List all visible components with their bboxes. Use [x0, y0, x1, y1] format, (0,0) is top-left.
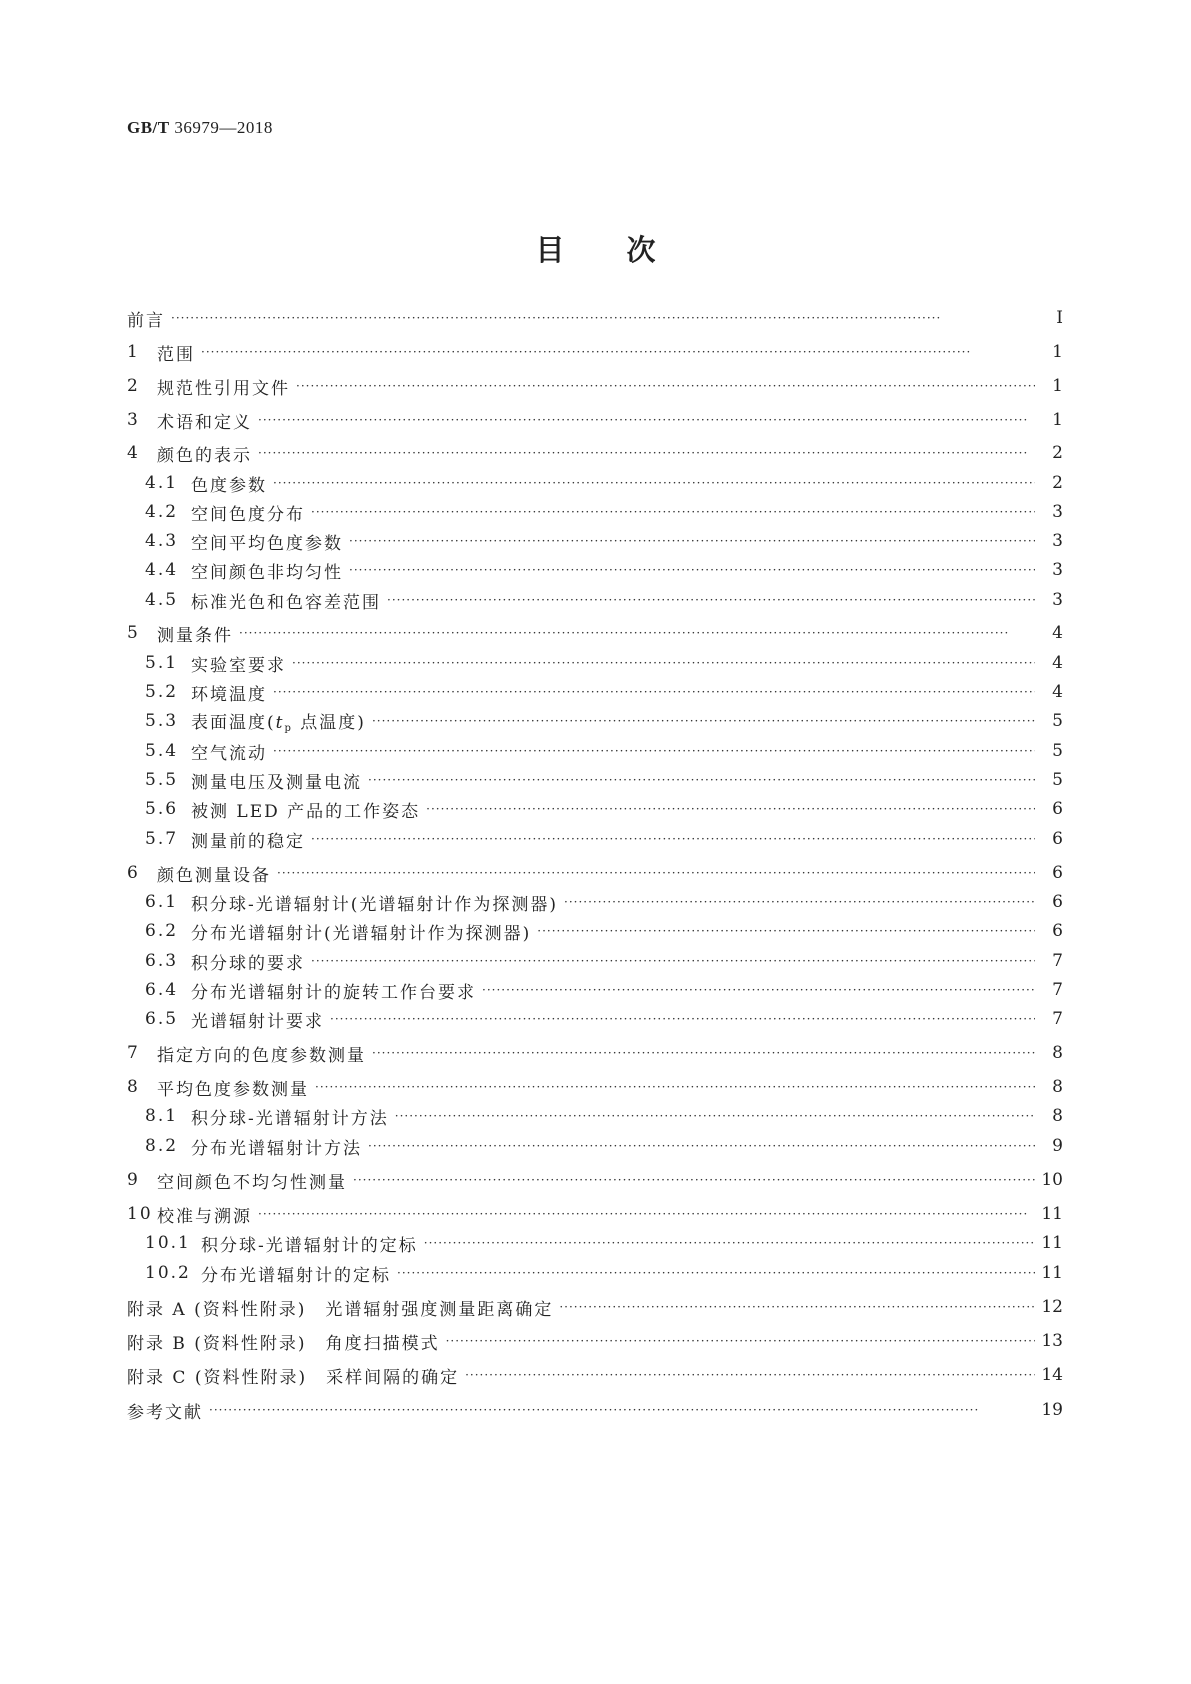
dot-leader: [277, 860, 1035, 886]
toc-entry[interactable]: [127, 339, 1063, 365]
toc-entry[interactable]: [127, 440, 1063, 466]
dot-leader: [372, 1040, 1035, 1066]
toc-entry-label: 附录 A (资料性附录) 光谱辐射强度测量距离确定: [127, 1299, 554, 1320]
dot-leader: [397, 1260, 1035, 1286]
toc-entry-label: 校准与溯源: [157, 1206, 252, 1227]
toc-entry-label: 参考文献: [127, 1402, 203, 1423]
toc-entry-page: 14: [1041, 1365, 1063, 1385]
toc-entry[interactable]: [127, 1074, 1063, 1100]
dot-leader: [258, 407, 1035, 433]
dot-leader: [209, 1397, 1035, 1423]
toc-entry-number: 5.7: [145, 829, 179, 849]
dot-leader: [273, 679, 1035, 705]
toc-entry-page: 4: [1052, 653, 1063, 673]
dot-leader: [315, 1074, 1035, 1100]
toc-entry-label: 前言: [127, 310, 165, 331]
toc-entry-page: 9: [1052, 1136, 1063, 1156]
toc-entry-number: 5.3: [145, 711, 179, 731]
toc-entry-page: 3: [1052, 531, 1063, 551]
dot-leader: [446, 1328, 1035, 1354]
toc-entry[interactable]: [127, 470, 1063, 496]
toc-entry-page: 13: [1041, 1331, 1063, 1351]
toc-entry-label: 积分球的要求: [191, 953, 305, 974]
toc-entry-label: 积分球-光谱辐射计(光谱辐射计作为探测器): [191, 894, 559, 915]
toc-entry[interactable]: [127, 1040, 1063, 1066]
standard-code: GB/T: [127, 118, 170, 137]
toc-entry-label: 附录 C (资料性附录) 采样间隔的确定: [127, 1367, 460, 1388]
toc-entry-number: 8.2: [145, 1136, 179, 1156]
toc-entry-number: 4.4: [145, 560, 179, 580]
toc-entry[interactable]: [127, 1103, 1063, 1129]
dot-leader: [292, 650, 1035, 676]
toc-entry[interactable]: [127, 1294, 1063, 1320]
toc-entry-page: 6: [1052, 921, 1063, 941]
dot-leader: [426, 796, 1035, 822]
toc-entry[interactable]: [127, 1230, 1063, 1256]
toc-entry-page: 11: [1041, 1263, 1063, 1283]
dot-leader: [537, 918, 1035, 944]
toc-entry-page: 3: [1052, 502, 1063, 522]
toc-entry-label: 空间色度分布: [191, 504, 305, 525]
toc-entry-number: 4.2: [145, 502, 179, 522]
toc-entry[interactable]: [127, 1362, 1063, 1388]
toc-entry[interactable]: [127, 708, 1063, 734]
temperature-subscript: p: [284, 723, 293, 734]
toc-entry-page: 3: [1052, 590, 1063, 610]
toc-entry-label: 测量电压及测量电流: [191, 772, 362, 793]
toc-entry-label: [191, 708, 366, 734]
toc-entry-page: 11: [1041, 1204, 1063, 1224]
toc-entry[interactable]: [127, 499, 1063, 525]
toc-entry-label-prefix: 表面温度(: [191, 713, 276, 733]
toc-entry-number: 10.1: [145, 1233, 191, 1253]
toc-entry[interactable]: [127, 1133, 1063, 1159]
dot-leader: [372, 708, 1035, 734]
toc-entry-page: 1: [1052, 410, 1063, 430]
toc-entry-page: 6: [1052, 863, 1063, 883]
toc-entry-label: 平均色度参数测量: [157, 1079, 309, 1100]
toc-entry-label: 范围: [157, 344, 195, 365]
dot-leader: [349, 557, 1035, 583]
toc-entry-page: 10: [1041, 1170, 1063, 1190]
dot-leader: [564, 889, 1035, 915]
toc-entry-page: 1: [1052, 342, 1063, 362]
toc-entry-number: 6.2: [145, 921, 179, 941]
toc-entry[interactable]: [127, 1167, 1063, 1193]
toc-entry[interactable]: [127, 889, 1063, 915]
toc-entry-page: 6: [1052, 799, 1063, 819]
toc-entry[interactable]: [127, 679, 1063, 705]
dot-leader: [258, 1201, 1035, 1227]
toc-entry[interactable]: [127, 796, 1063, 822]
toc-entry-label: 空间平均色度参数: [191, 533, 343, 554]
toc-entry-page: 5: [1052, 770, 1063, 790]
toc-entry-page: 6: [1052, 829, 1063, 849]
toc-entry-page: 6: [1052, 892, 1063, 912]
toc-entry-page: 19: [1041, 1400, 1063, 1420]
dot-leader: [424, 1230, 1035, 1256]
toc-entry-page: 2: [1052, 473, 1063, 493]
toc-entry-number: 4.3: [145, 531, 179, 551]
toc-entry-label-suffix: 点温度): [292, 713, 366, 733]
toc-entry-number: 6: [127, 863, 140, 883]
toc-entry-number: 6.4: [145, 980, 179, 1000]
toc-entry[interactable]: [127, 977, 1063, 1003]
dot-leader: [349, 528, 1035, 554]
toc-entry-number: 10: [127, 1204, 153, 1224]
toc-entry-number: 3: [127, 410, 140, 430]
toc-entry-label: 颜色测量设备: [157, 865, 271, 886]
toc-entry[interactable]: [127, 826, 1063, 852]
toc-entry-label: 环境温度: [191, 684, 267, 705]
toc-entry-number: 8.1: [145, 1106, 179, 1126]
toc-entry-page: 12: [1041, 1297, 1063, 1317]
toc-entry[interactable]: [127, 407, 1063, 433]
toc-entry-page: 8: [1052, 1077, 1063, 1097]
toc-entry-number: 10.2: [145, 1263, 191, 1283]
toc-entry-label: 附录 B (资料性附录) 角度扫描模式: [127, 1333, 440, 1354]
toc-entry-number: 2: [127, 376, 140, 396]
toc-entry-page: 4: [1052, 623, 1063, 643]
toc-entry-page: 4: [1052, 682, 1063, 702]
dot-leader: [311, 826, 1035, 852]
toc-entry-number: 5.6: [145, 799, 179, 819]
dot-leader: [171, 305, 1035, 331]
dot-leader: [482, 977, 1035, 1003]
toc-entry-label: 分布光谱辐射计(光谱辐射计作为探测器): [191, 923, 532, 944]
toc-entry-page: 7: [1052, 951, 1063, 971]
toc-entry[interactable]: [127, 918, 1063, 944]
toc-entry[interactable]: [127, 587, 1063, 613]
toc-entry-number: 5.1: [145, 653, 179, 673]
toc-entry-label: 空间颜色不均匀性测量: [157, 1172, 347, 1193]
toc-entry-label: 指定方向的色度参数测量: [157, 1045, 366, 1066]
dot-leader: [368, 767, 1035, 793]
toc-entry-label: 测量前的稳定: [191, 831, 305, 852]
toc-entry[interactable]: [127, 620, 1063, 646]
toc-entry-label: 术语和定义: [157, 412, 252, 433]
toc-entry[interactable]: [127, 738, 1063, 764]
toc-entry-label: 分布光谱辐射计方法: [191, 1138, 362, 1159]
toc-entry-label: 分布光谱辐射计的旋转工作台要求: [191, 982, 476, 1003]
toc-entry-label: 颜色的表示: [157, 445, 252, 466]
toc-entry-number: 8: [127, 1077, 140, 1097]
toc-entry-number: 4.5: [145, 590, 179, 610]
toc-entry-page: 5: [1052, 711, 1063, 731]
dot-leader: [273, 470, 1035, 496]
dot-leader: [465, 1362, 1035, 1388]
toc-entry-label: 分布光谱辐射计的定标: [201, 1265, 391, 1286]
toc-entry-page: 2: [1052, 443, 1063, 463]
toc-entry[interactable]: [127, 1260, 1063, 1286]
toc-entry-page: 1: [1052, 376, 1063, 396]
toc-entry-number: 5.5: [145, 770, 179, 790]
dot-leader: [311, 499, 1035, 525]
toc-entry-page: 7: [1052, 980, 1063, 1000]
toc-entry-page: 7: [1052, 1009, 1063, 1029]
dot-leader: [395, 1103, 1035, 1129]
dot-leader: [368, 1133, 1035, 1159]
toc-entry[interactable]: [127, 860, 1063, 886]
toc-entry[interactable]: [127, 557, 1063, 583]
toc-entry[interactable]: [127, 1328, 1063, 1354]
toc-entry[interactable]: [127, 1397, 1063, 1423]
toc-entry[interactable]: [127, 1006, 1063, 1032]
page-title: 目次: [535, 233, 718, 267]
toc-entry-label: 被测 LED 产品的工作姿态: [191, 801, 421, 822]
dot-leader: [387, 587, 1035, 613]
toc-entry-number: 5.2: [145, 682, 179, 702]
dot-leader: [239, 620, 1035, 646]
toc-entry-label: 空气流动: [191, 743, 267, 764]
toc-entry-label: 空间颜色非均匀性: [191, 562, 343, 583]
dot-leader: [330, 1006, 1035, 1032]
toc-entry-label: 积分球-光谱辐射计方法: [191, 1108, 389, 1129]
toc-entry[interactable]: [127, 373, 1063, 399]
toc-entry-label: 色度参数: [191, 475, 267, 496]
document-header: [127, 118, 273, 138]
toc-entry[interactable]: [127, 1201, 1063, 1227]
toc-entry-page: 8: [1052, 1106, 1063, 1126]
dot-leader: [296, 373, 1035, 399]
toc-entry-page: 8: [1052, 1043, 1063, 1063]
toc-entry-number: 6.1: [145, 892, 179, 912]
toc-entry-number: 5: [127, 623, 140, 643]
toc-entry-number: 9: [127, 1170, 140, 1190]
toc-entry-number: 6.5: [145, 1009, 179, 1029]
toc-entry-number: 4.1: [145, 473, 179, 493]
toc-entry-number: 5.4: [145, 741, 179, 761]
toc-entry-page: Ⅰ: [1056, 308, 1063, 328]
toc-entry-label: 实验室要求: [191, 655, 286, 676]
dot-leader: [559, 1294, 1035, 1320]
dot-leader: [311, 948, 1035, 974]
toc-entry[interactable]: [127, 650, 1063, 676]
standard-number: 36979—2018: [174, 118, 273, 137]
toc-entry-number: 1: [127, 342, 140, 362]
toc-entry-page: 11: [1041, 1233, 1063, 1253]
temperature-symbol: t: [275, 713, 285, 733]
toc-entry-page: 3: [1052, 560, 1063, 580]
toc-entry-label: 规范性引用文件: [157, 378, 290, 399]
dot-leader: [273, 738, 1035, 764]
toc-entry-label: 标准光色和色容差范围: [191, 592, 381, 613]
dot-leader: [353, 1167, 1035, 1193]
toc-entry[interactable]: [127, 767, 1063, 793]
toc-entry[interactable]: [127, 948, 1063, 974]
toc-entry-number: 4: [127, 443, 140, 463]
toc-entry[interactable]: [127, 528, 1063, 554]
dot-leader: [201, 339, 1035, 365]
toc-entry-label: 积分球-光谱辐射计的定标: [201, 1235, 418, 1256]
toc-entry-label: 测量条件: [157, 625, 233, 646]
toc-entry-number: 7: [127, 1043, 140, 1063]
toc-entry[interactable]: [127, 305, 1063, 331]
dot-leader: [258, 440, 1035, 466]
toc-entry-number: 6.3: [145, 951, 179, 971]
toc-entry-page: 5: [1052, 741, 1063, 761]
toc-entry-label: 光谱辐射计要求: [191, 1011, 324, 1032]
